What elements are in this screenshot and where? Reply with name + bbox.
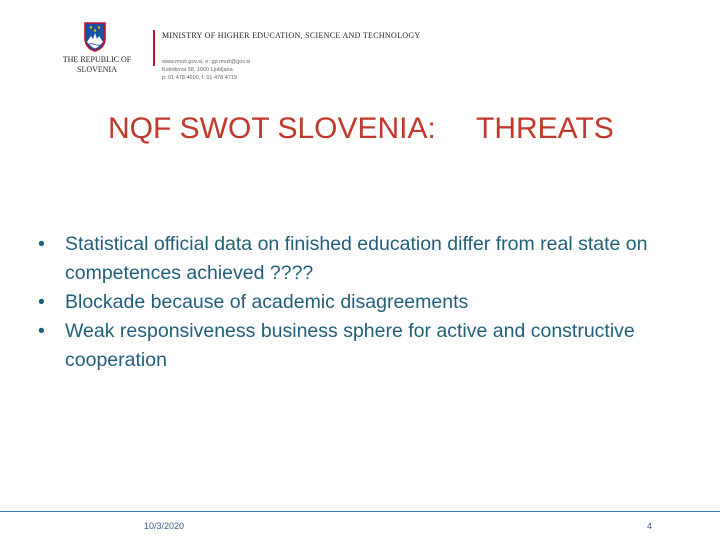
bullet-marker: • xyxy=(38,233,45,255)
bullet-text: Weak responsiveness business sphere for active and constructive cooperation xyxy=(65,320,635,371)
footer-divider xyxy=(0,511,720,512)
ministry-name: MINISTRY OF HIGHER EDUCATION, SCIENCE AND TECHNOLOGY xyxy=(162,31,421,40)
bullet-text: Blockade because of academic disagreements xyxy=(65,291,469,313)
republic-label: THE REPUBLIC OF SLOVENIA xyxy=(62,55,132,74)
slide-title-threats: THREATS xyxy=(476,112,614,145)
bullet-item xyxy=(0,230,720,288)
slovenia-coat-of-arms-icon xyxy=(84,22,106,52)
bullet-marker: • xyxy=(38,320,45,342)
bullet-item xyxy=(0,288,720,317)
bullet-text: Statistical official data on finished education differ from real state on competences achieved ???? xyxy=(65,233,648,284)
header-divider xyxy=(153,30,155,66)
contact-address: Kotnikova 38, 1000 Ljubljana xyxy=(162,67,233,73)
bullet-item xyxy=(0,317,720,375)
footer-date: 10/3/2020 xyxy=(144,521,185,531)
contact-phone-fax: p: 01 478 4600, f: 01 478 4719 xyxy=(162,75,237,81)
bullet-marker: • xyxy=(38,291,45,313)
bullet-list xyxy=(0,230,720,375)
contact-web-email: www.mvzt.gov.si, e: gp.mvzt@gov.si xyxy=(162,59,251,65)
ministry-contact xyxy=(162,58,250,82)
slide-title-main: NQF SWOT SLOVENIA: xyxy=(108,112,436,145)
page-number: 4 xyxy=(647,521,653,531)
